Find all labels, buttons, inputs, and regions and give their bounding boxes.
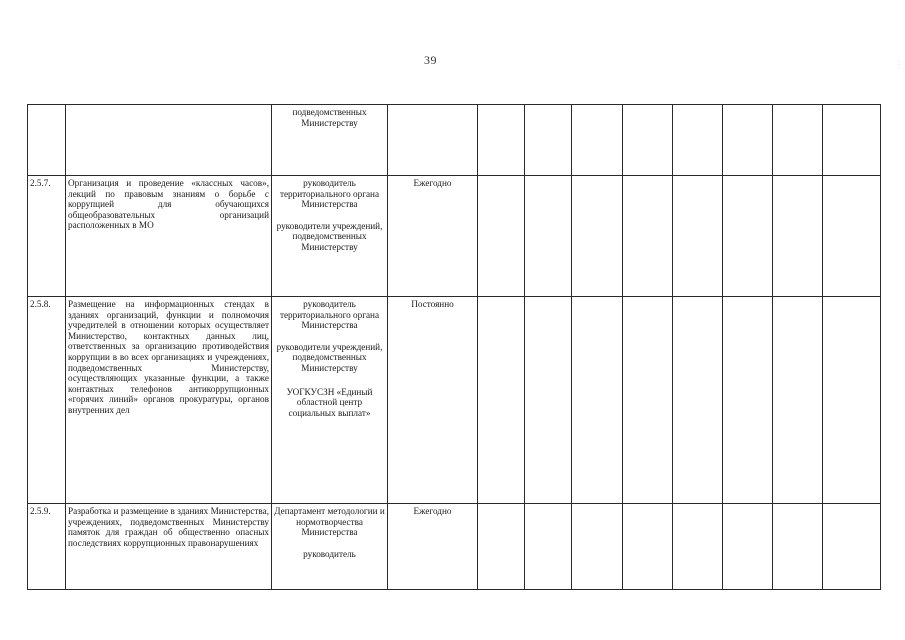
empty-cell — [823, 176, 881, 297]
responsible-cell — [272, 105, 388, 176]
empty-cell — [773, 504, 823, 590]
item-number: 2.5.9. — [28, 504, 66, 590]
responsible-line: руководитель территориального органа Министерства — [279, 178, 380, 210]
empty-cell — [673, 297, 723, 504]
responsible-cell — [272, 504, 388, 590]
responsible-cell — [272, 297, 388, 504]
empty-cell — [723, 297, 773, 504]
empty-cell — [723, 504, 773, 590]
empty-cell — [723, 105, 773, 176]
empty-cell — [823, 297, 881, 504]
deadline-cell — [388, 105, 478, 176]
responsible-line: УОГКУСЗН «Единый областной центр социальных выплат» — [286, 386, 373, 418]
deadline-cell: Постоянно — [388, 297, 478, 504]
scan-edge-mark: · · · — [895, 60, 901, 69]
event-description: Разработка и размещение в зданиях Министерства, учреждениях, подведомственных Министерству памяток для граждан об общественно опасных последствиях коррупционных правонарушениях — [66, 504, 272, 590]
event-description: Размещение на информационных стендах в зданиях организаций, функции и полномочия учредителей в отношении которых осуществляет Министерство, контактных данных лиц, ответственных за организацию противодействия коррупции в во всех организациях и учреждениях, подведомственных Министерству, осуществляющих указанные функции, а также контактных телефонов антикоррупционных «горячих линий» органов прокуратуры, органов внутренних дел — [66, 297, 272, 504]
empty-cell — [572, 504, 623, 590]
empty-cell — [525, 176, 572, 297]
empty-cell — [572, 176, 623, 297]
empty-cell — [525, 504, 572, 590]
empty-cell — [572, 105, 623, 176]
responsible-line: руководитель территориального органа Министерства — [279, 299, 380, 331]
item-number: 2.5.8. — [28, 297, 66, 504]
empty-cell — [623, 105, 673, 176]
table-row — [28, 176, 881, 297]
responsible-cell — [272, 176, 388, 297]
responsible-line: руководители учреждений, подведомственных Министерству — [276, 220, 383, 252]
table-row — [28, 504, 881, 590]
empty-cell — [673, 504, 723, 590]
responsible-line: подведомственных Министерству — [292, 107, 367, 128]
deadline-cell: Ежегодно — [388, 176, 478, 297]
empty-cell — [773, 297, 823, 504]
responsible-line: руководители учреждений, подведомственных Министерству — [276, 341, 383, 373]
item-number — [28, 105, 66, 176]
empty-cell — [673, 176, 723, 297]
plan-table — [27, 104, 881, 590]
item-number: 2.5.7. — [28, 176, 66, 297]
empty-cell — [823, 504, 881, 590]
empty-cell — [823, 105, 881, 176]
table-row — [28, 105, 881, 176]
empty-cell — [773, 176, 823, 297]
event-description: Организация и проведение «классных часов», лекций по правовым знаниям о борьбе с коррупцией для обучающихся общеобразовательных организаций расположенных в МО — [66, 176, 272, 297]
empty-cell — [673, 105, 723, 176]
empty-cell — [478, 105, 525, 176]
empty-cell — [623, 176, 673, 297]
empty-cell — [572, 297, 623, 504]
empty-cell — [623, 504, 673, 590]
empty-cell — [773, 105, 823, 176]
empty-cell — [478, 504, 525, 590]
event-description — [66, 105, 272, 176]
empty-cell — [478, 176, 525, 297]
table-row — [28, 297, 881, 504]
responsible-line: руководитель — [303, 548, 356, 559]
page-number: 39 — [424, 53, 437, 67]
deadline-cell: Ежегодно — [388, 504, 478, 590]
empty-cell — [723, 176, 773, 297]
empty-cell — [525, 297, 572, 504]
responsible-line: Департамент методологии и нормотворчества Министерства — [274, 506, 385, 538]
empty-cell — [478, 297, 525, 504]
empty-cell — [623, 297, 673, 504]
empty-cell — [525, 105, 572, 176]
